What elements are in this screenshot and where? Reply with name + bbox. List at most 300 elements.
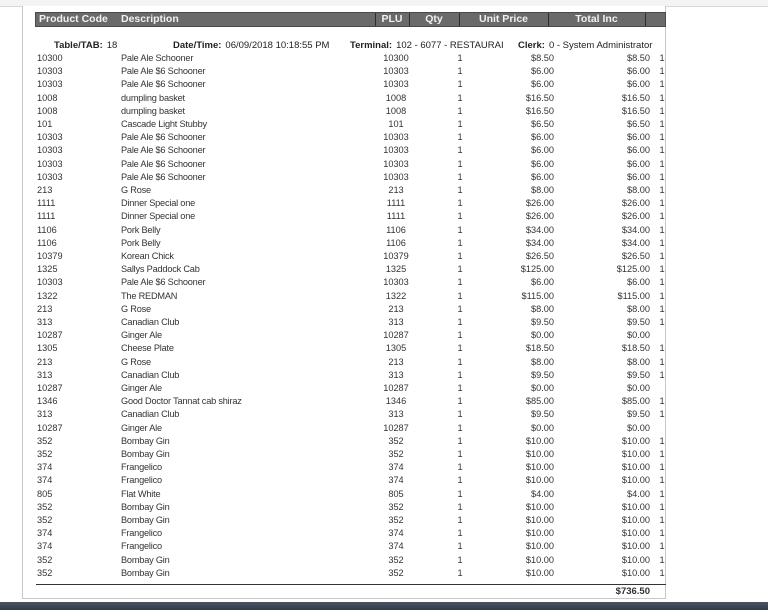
column-divider	[645, 13, 646, 26]
table-row	[0, 78, 768, 91]
row-qty: 1	[457, 145, 463, 156]
row-flag: 1	[659, 237, 665, 248]
row-total-inc: $10.00	[621, 435, 650, 446]
row-description: The REDMAN	[121, 290, 178, 301]
row-plu: 352	[388, 515, 404, 525]
row-description: Sallys Paddock Cab	[121, 264, 200, 275]
meta-datetime-label: Date/Time:	[173, 40, 222, 51]
row-product-code: 352	[37, 501, 53, 512]
row-total-inc: $34.00	[621, 224, 650, 235]
column-header-product-code: Product Code	[39, 13, 108, 25]
row-product-code: 10303	[37, 145, 63, 156]
row-flag: 1	[659, 567, 665, 578]
row-total-inc: $6.50	[627, 119, 650, 129]
row-unit-price: $85.00	[525, 396, 554, 407]
row-total-inc: $10.00	[621, 541, 650, 552]
row-plu: 10303	[383, 66, 409, 77]
meta-terminal	[350, 40, 504, 51]
row-qty: 1	[457, 105, 463, 116]
row-plu: 213	[388, 185, 404, 195]
row-description: Pork Belly	[121, 237, 161, 248]
meta-datetime-value: 06/09/2018 10:18:55 PM	[225, 40, 330, 51]
row-plu: 10379	[383, 251, 409, 261]
column-header-unit-price: Unit Price	[478, 13, 528, 25]
row-description: Pale Ale $6 Schooner	[121, 79, 206, 90]
row-total-inc: $26.50	[621, 251, 650, 261]
row-description: Ginger Ale	[121, 422, 162, 433]
meta-table	[54, 40, 117, 51]
row-description: Canadian Club	[121, 369, 180, 380]
row-product-code: 1106	[37, 237, 57, 248]
table-row	[0, 329, 768, 342]
row-unit-price: $6.00	[531, 145, 554, 156]
row-qty: 1	[457, 198, 463, 209]
row-unit-price: $10.00	[525, 554, 554, 565]
row-total-inc: $125.00	[616, 264, 650, 275]
meta-terminal-value: 102 - 6077 - RESTAURAI	[396, 40, 504, 51]
row-product-code: 1325	[37, 264, 58, 275]
row-qty: 1	[457, 290, 463, 301]
row-qty: 1	[457, 541, 463, 552]
row-total-inc: $85.00	[621, 396, 650, 407]
row-total-inc: $9.50	[627, 317, 650, 327]
table-row	[0, 276, 768, 289]
row-product-code: 10287	[37, 383, 63, 393]
table-row	[0, 382, 768, 395]
row-description: Bombay Gin	[121, 515, 170, 525]
table-row	[0, 197, 768, 210]
row-total-inc: $10.00	[621, 475, 650, 486]
row-plu: 374	[388, 462, 404, 473]
row-unit-price: $26.00	[525, 211, 554, 222]
row-qty: 1	[457, 303, 463, 314]
table-row	[0, 105, 768, 118]
row-flag: 1	[659, 198, 665, 209]
row-description: Frangelico	[121, 462, 162, 473]
table-row	[0, 250, 768, 263]
row-description: Frangelico	[121, 541, 162, 552]
row-qty: 1	[457, 422, 463, 433]
row-product-code: 213	[37, 303, 53, 314]
row-unit-price: $16.50	[525, 105, 554, 116]
row-flag: 1	[659, 119, 665, 129]
row-plu: 1322	[385, 290, 407, 301]
row-total-inc: $10.00	[621, 501, 650, 512]
table-row	[0, 184, 768, 197]
row-flag: 1	[659, 356, 665, 367]
row-description: Canadian Club	[121, 317, 180, 327]
table-row	[0, 408, 768, 421]
row-qty: 1	[457, 356, 463, 367]
row-description: Canadian Club	[121, 409, 180, 420]
row-total-inc: $6.00	[627, 66, 650, 77]
row-qty: 1	[457, 554, 463, 565]
row-flag: 1	[659, 264, 665, 275]
row-plu: 1111	[386, 198, 406, 209]
meta-clerk	[518, 40, 652, 51]
row-unit-price: $6.00	[531, 132, 554, 143]
table-row	[0, 131, 768, 144]
row-product-code: 10303	[37, 66, 63, 77]
row-qty: 1	[457, 317, 463, 327]
row-description: G Rose	[121, 185, 151, 195]
row-unit-price: $9.50	[531, 409, 554, 420]
row-product-code: 352	[37, 449, 53, 459]
row-flag: 1	[659, 290, 665, 301]
row-product-code: 1111	[37, 211, 56, 222]
column-header-plu: PLU	[381, 13, 403, 25]
row-description: Flat White	[121, 488, 161, 499]
row-flag: 1	[659, 409, 665, 420]
row-total-inc: $0.00	[627, 330, 650, 341]
row-flag: 1	[659, 396, 665, 407]
meta-clerk-value: 0 - System Administrator	[548, 40, 653, 51]
row-qty: 1	[457, 515, 463, 525]
row-unit-price: $10.00	[525, 567, 554, 578]
row-flag: 1	[659, 554, 665, 565]
row-product-code: 352	[37, 515, 53, 525]
row-unit-price: $125.00	[520, 264, 554, 275]
row-qty: 1	[457, 53, 463, 63]
column-header-qty: Qty	[425, 13, 443, 25]
row-total-inc: $16.50	[621, 92, 650, 103]
row-plu: 352	[388, 435, 404, 446]
row-total-inc: $6.00	[627, 277, 650, 288]
row-plu: 1008	[385, 92, 407, 103]
row-description: dumpling basket	[121, 92, 185, 103]
total-rule	[36, 584, 666, 585]
row-qty: 1	[457, 435, 463, 446]
row-product-code: 10303	[37, 171, 63, 182]
row-description: Pale Ale $6 Schooner	[121, 158, 206, 169]
row-flag: 1	[659, 145, 665, 156]
row-total-inc: $8.50	[627, 53, 650, 63]
row-unit-price: $10.00	[525, 449, 554, 459]
row-unit-price: $9.50	[531, 317, 554, 327]
row-unit-price: $26.50	[525, 251, 554, 261]
table-row	[0, 488, 768, 501]
row-description: G Rose	[121, 303, 151, 314]
table-row	[0, 435, 768, 448]
row-flag: 1	[659, 541, 665, 552]
row-flag: 1	[659, 211, 665, 222]
table-row	[0, 461, 768, 474]
row-plu: 10300	[383, 53, 409, 63]
row-unit-price: $6.00	[531, 66, 554, 77]
row-qty: 1	[457, 277, 463, 288]
row-product-code: 352	[37, 435, 53, 446]
table-row	[0, 316, 768, 329]
row-unit-price: $4.00	[531, 488, 554, 499]
row-unit-price: $18.50	[525, 343, 554, 354]
table-row	[0, 144, 768, 157]
row-description: Korean Chick	[121, 251, 174, 261]
row-flag: 1	[659, 369, 665, 380]
row-unit-price: $26.00	[525, 198, 554, 209]
row-plu: 213	[388, 303, 404, 314]
row-plu: 10287	[383, 422, 409, 433]
row-description: Cheese Plate	[121, 343, 174, 354]
row-product-code: 374	[37, 462, 53, 473]
row-qty: 1	[457, 251, 463, 261]
row-description: Pale Ale Schooner	[121, 53, 194, 63]
row-unit-price: $6.00	[531, 171, 554, 182]
meta-clerk-label: Clerk:	[518, 40, 545, 51]
row-unit-price: $0.00	[531, 330, 554, 341]
row-description: Pale Ale $6 Schooner	[121, 277, 206, 288]
table-row	[0, 527, 768, 540]
row-qty: 1	[457, 409, 463, 420]
column-header-bar	[35, 12, 666, 27]
row-total-inc: $10.00	[621, 462, 650, 473]
row-product-code: 10379	[37, 251, 63, 261]
row-plu: 374	[388, 541, 404, 552]
row-unit-price: $16.50	[525, 92, 554, 103]
row-description: Bombay Gin	[121, 501, 170, 512]
row-product-code: 213	[37, 356, 53, 367]
row-plu: 10303	[383, 145, 409, 156]
row-plu: 10287	[383, 383, 409, 393]
row-qty: 1	[457, 92, 463, 103]
row-qty: 1	[457, 343, 463, 354]
row-plu: 10287	[383, 330, 409, 341]
row-flag: 1	[659, 435, 665, 446]
row-product-code: 374	[37, 541, 53, 552]
row-product-code: 1008	[37, 92, 58, 103]
row-qty: 1	[457, 383, 463, 393]
row-qty: 1	[457, 567, 463, 578]
row-description: Bombay Gin	[121, 435, 170, 446]
row-description: Bombay Gin	[121, 449, 170, 459]
column-header-total-inc: Total Inc	[575, 13, 618, 25]
row-flag: 1	[659, 303, 665, 314]
row-description: dumpling basket	[121, 105, 185, 116]
row-description: Frangelico	[121, 528, 162, 539]
row-description: Frangelico	[121, 475, 162, 486]
row-product-code: 352	[37, 554, 53, 565]
meta-terminal-label: Terminal:	[350, 40, 393, 51]
row-qty: 1	[457, 528, 463, 539]
row-plu: 352	[388, 501, 404, 512]
row-total-inc: $6.00	[627, 79, 650, 90]
row-flag: 1	[659, 475, 665, 486]
row-unit-price: $10.00	[525, 528, 554, 539]
row-qty: 1	[457, 264, 463, 275]
meta-table-label: Table/TAB:	[54, 40, 103, 51]
row-product-code: 313	[37, 409, 53, 420]
row-total-inc: $9.50	[627, 369, 650, 380]
table-row	[0, 118, 768, 131]
row-flag: 1	[659, 185, 665, 195]
row-flag: 1	[659, 501, 665, 512]
table-row	[0, 224, 768, 237]
column-header-description: Description	[121, 13, 179, 25]
row-product-code: 313	[37, 369, 53, 380]
row-description: Ginger Ale	[121, 383, 162, 393]
row-description: Dinner Special one	[121, 211, 196, 222]
row-unit-price: $34.00	[525, 237, 554, 248]
row-flag: 1	[659, 132, 665, 143]
row-flag: 1	[659, 515, 665, 525]
row-description: Pale Ale $6 Schooner	[121, 145, 206, 156]
row-total-inc: $4.00	[627, 488, 650, 499]
row-total-inc: $8.00	[627, 303, 650, 314]
row-unit-price: $6.50	[531, 119, 554, 129]
row-product-code: 805	[37, 488, 53, 499]
row-total-inc: $10.00	[621, 449, 650, 459]
table-row	[0, 474, 768, 487]
meta-datetime	[173, 40, 329, 51]
row-flag: 1	[659, 171, 665, 182]
row-unit-price: $10.00	[525, 475, 554, 486]
row-qty: 1	[457, 449, 463, 459]
table-row	[0, 158, 768, 171]
table-row	[0, 369, 768, 382]
row-unit-price: $6.00	[531, 158, 554, 169]
row-total-inc: $6.00	[627, 171, 650, 182]
row-plu: 313	[388, 317, 404, 327]
row-total-inc: $8.00	[627, 185, 650, 195]
row-unit-price: $6.00	[531, 79, 554, 90]
row-flag: 1	[659, 343, 665, 354]
row-plu: 1106	[386, 237, 406, 248]
row-plu: 1106	[386, 224, 406, 235]
row-total-inc: $34.00	[621, 237, 650, 248]
row-description: Dinner Special one	[121, 198, 196, 209]
row-qty: 1	[457, 185, 463, 195]
row-qty: 1	[457, 488, 463, 499]
row-plu: 352	[388, 449, 404, 459]
row-qty: 1	[457, 396, 463, 407]
row-plu: 10303	[383, 158, 409, 169]
row-unit-price: $10.00	[525, 501, 554, 512]
row-qty: 1	[457, 330, 463, 341]
row-plu: 313	[388, 409, 404, 420]
row-unit-price: $9.50	[531, 369, 554, 380]
table-row	[0, 567, 768, 580]
row-unit-price: $8.00	[531, 303, 554, 314]
row-unit-price: $115.00	[521, 290, 554, 301]
row-product-code: 374	[37, 475, 53, 486]
row-unit-price: $8.50	[531, 53, 554, 63]
row-description: Cascade Light Stubby	[121, 119, 207, 129]
table-row	[0, 303, 768, 316]
row-unit-price: $8.00	[531, 356, 554, 367]
row-plu: 805	[388, 488, 404, 499]
row-product-code: 10303	[37, 79, 63, 90]
row-flag: 1	[659, 317, 665, 327]
table-row	[0, 92, 768, 105]
row-unit-price: $10.00	[525, 541, 554, 552]
row-description: Bombay Gin	[121, 567, 170, 578]
row-description: Pale Ale $6 Schooner	[121, 66, 206, 77]
row-plu: 1111	[386, 211, 406, 222]
row-qty: 1	[457, 237, 463, 248]
row-qty: 1	[457, 66, 463, 77]
row-product-code: 1322	[37, 290, 58, 301]
row-total-inc: $26.00	[621, 211, 650, 222]
row-unit-price: $0.00	[531, 422, 554, 433]
row-qty: 1	[457, 475, 463, 486]
row-qty: 1	[457, 224, 463, 235]
row-total-inc: $6.00	[627, 145, 650, 156]
table-row	[0, 237, 768, 250]
row-description: Ginger Ale	[121, 330, 162, 341]
row-total-inc: $115.00	[617, 290, 650, 301]
row-unit-price: $34.00	[525, 224, 554, 235]
row-product-code: 1111	[37, 198, 56, 209]
row-flag: 1	[659, 224, 665, 235]
row-description: Bombay Gin	[121, 554, 170, 565]
row-qty: 1	[457, 211, 463, 222]
row-flag: 1	[659, 449, 665, 459]
table-row	[0, 514, 768, 527]
row-plu: 352	[388, 567, 404, 578]
row-product-code: 374	[37, 528, 53, 539]
row-product-code: 1106	[37, 224, 57, 235]
row-flag: 1	[659, 277, 665, 288]
table-row	[0, 554, 768, 567]
row-flag: 1	[659, 92, 665, 103]
row-unit-price: $10.00	[525, 462, 554, 473]
row-qty: 1	[457, 369, 463, 380]
row-product-code: 101	[37, 119, 53, 129]
row-total-inc: $9.50	[627, 409, 650, 420]
row-qty: 1	[457, 119, 463, 129]
row-product-code: 10287	[37, 330, 63, 341]
row-qty: 1	[457, 79, 463, 90]
table-row	[0, 171, 768, 184]
row-total-inc: $16.50	[621, 105, 650, 116]
row-flag: 1	[659, 158, 665, 169]
row-qty: 1	[457, 462, 463, 473]
row-product-code: 313	[37, 317, 53, 327]
row-product-code: 10303	[37, 132, 63, 143]
table-row	[0, 422, 768, 435]
row-flag: 1	[659, 251, 665, 261]
row-plu: 10303	[383, 79, 409, 90]
row-unit-price: $6.00	[531, 277, 554, 288]
row-flag: 1	[659, 66, 665, 77]
row-plu: 1325	[385, 264, 407, 275]
row-total-inc: $10.00	[621, 515, 650, 525]
row-qty: 1	[457, 501, 463, 512]
row-description: Pale Ale $6 Schooner	[121, 132, 206, 143]
table-row	[0, 290, 768, 303]
row-product-code: 1008	[37, 105, 58, 116]
row-unit-price: $0.00	[531, 383, 554, 393]
row-total-inc: $8.00	[627, 356, 650, 367]
row-plu: 352	[388, 554, 404, 565]
row-total-inc: $10.00	[621, 567, 650, 578]
row-flag: 1	[659, 79, 665, 90]
row-flag: 1	[659, 462, 665, 473]
row-flag: 1	[659, 53, 665, 63]
table-row	[0, 540, 768, 553]
row-flag: 1	[659, 488, 665, 499]
row-product-code: 1305	[37, 343, 58, 354]
row-plu: 374	[388, 528, 404, 539]
row-plu: 1346	[385, 396, 407, 407]
row-total-inc: $18.50	[621, 343, 650, 354]
row-product-code: 352	[37, 567, 53, 578]
row-description: G Rose	[121, 356, 151, 367]
taskbar-edge	[0, 602, 768, 610]
row-plu: 1008	[385, 105, 407, 116]
row-product-code: 10300	[37, 53, 63, 63]
row-description: Pork Belly	[121, 224, 161, 235]
table-row	[0, 356, 768, 369]
